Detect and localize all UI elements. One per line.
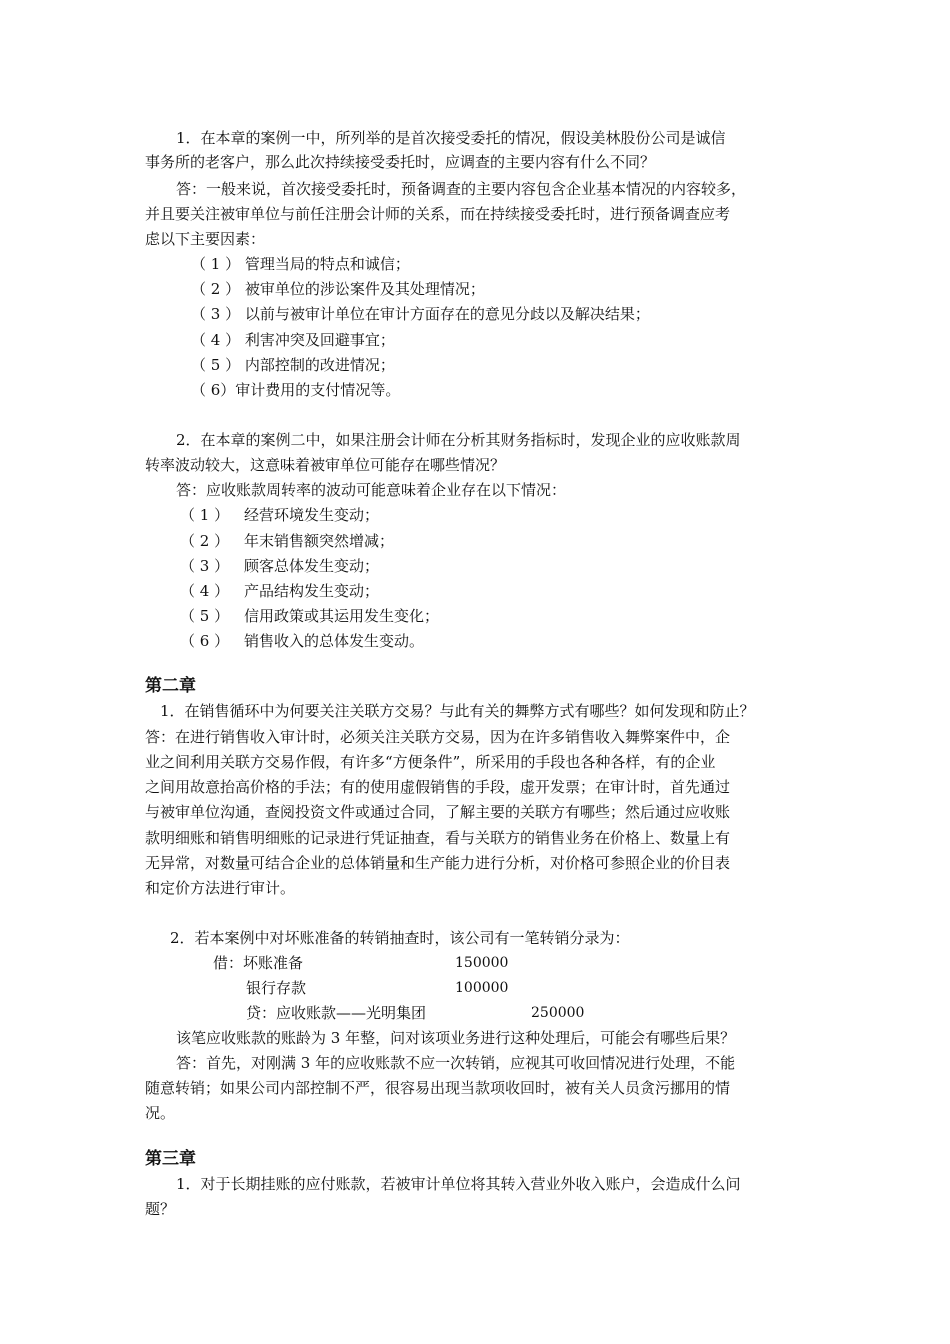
ch2-a1-line-2: 业之间利用关联方交易作假，有许多“方便条件”，所采用的手段也各种各样，有的企业: [145, 753, 716, 771]
ch1-q1-line-1: 1．在本章的案例一中，所列举的是首次接受委托的情况，假设美林股份公司是诚信: [176, 129, 726, 147]
ch1-q2-line-1: 2．在本章的案例二中，如果注册会计师在分析其财务指标时，发现企业的应收账款周: [176, 431, 741, 449]
ch1-a2-num-5: （ 5 ）: [180, 607, 230, 625]
ch1-a2-intro: 答：应收账款周转率的波动可能意味着企业存在以下情况：: [176, 481, 567, 499]
ch1-a1-item-4: （ 4 ） 利害冲突及回避事宜；: [191, 331, 395, 349]
ch1-a2-text-4: 产品结构发生变动；: [244, 582, 380, 600]
ch1-a1-item-1: （ 1 ） 管理当局的特点和诚信；: [191, 255, 410, 273]
ch3-q1-line-2: 题？: [145, 1200, 176, 1218]
ch1-a1-line-1: 答：一般来说，首次接受委托时，预备调查的主要内容包含企业基本情况的内容较多，: [176, 180, 747, 198]
ch1-a2-text-6: 销售收入的总体发生变动。: [244, 632, 425, 650]
ch2-q2-question: 该笔应收账款的账龄为 3 年整，问对该项业务进行这种处理后，可能会有哪些后果？: [176, 1029, 736, 1047]
ch1-a2-text-5: 信用政策或其运用发生变化；: [244, 607, 440, 625]
ch1-q1-line-2: 事务所的老客户，那么此次持续接受委托时，应调查的主要内容有什么不同？: [145, 153, 656, 171]
ch1-a1-line-3: 虑以下主要因素：: [145, 230, 266, 248]
ch1-a2-num-6: （ 6 ）: [180, 632, 230, 650]
ch1-a2-num-3: （ 3 ）: [180, 557, 230, 575]
ch1-a1-item-6: （ 6）审计费用的支付情况等。: [191, 381, 401, 399]
ch1-a1-item-2: （ 2 ） 被审单位的涉讼案件及其处理情况；: [191, 280, 485, 298]
chapter-2-heading: 第二章: [145, 676, 196, 696]
ch2-a2-line-1: 答：首先，对刚满 3 年的应收账款不应一次转销，应视其可收回情况进行处理，不能: [176, 1054, 736, 1072]
chapter-3-heading: 第三章: [145, 1149, 196, 1169]
ch2-a1-line-5: 款明细账和销售明细账的记录进行凭证抽查，看与关联方的销售业务在价格上、数量上有: [145, 829, 731, 847]
ch2-a1-line-7: 和定价方法进行审计。: [145, 879, 296, 897]
entry-debit-label: 借：坏账准备: [213, 954, 304, 972]
ch2-a1-line-3: 之间用故意抬高价格的手法；有的使用虚假销售的手段，虚开发票；在审计时，首先通过: [145, 778, 731, 796]
entry-credit-label: 贷：应收账款——光明集团: [246, 1004, 427, 1022]
ch1-a1-item-3: （ 3 ） 以前与被审计单位在审计方面存在的意见分歧以及解决结果；: [191, 305, 650, 323]
ch2-q2-intro: 2．若本案例中对坏账准备的转销抽查时，该公司有一笔转销分录为：: [170, 929, 630, 947]
ch1-a2-num-4: （ 4 ）: [180, 582, 230, 600]
ch1-a2-num-1: （ 1 ）: [180, 506, 230, 524]
ch3-q1-line-1: 1．对于长期挂账的应付账款，若被审计单位将其转入营业外收入账户，会造成什么问: [176, 1175, 741, 1193]
ch1-a2-text-2: 年末销售额突然增减；: [244, 532, 395, 550]
ch1-a2-text-1: 经营环境发生变动；: [244, 506, 380, 524]
ch1-a2-num-2: （ 2 ）: [180, 532, 230, 550]
ch2-a1-line-1: 答：在进行销售收入审计时，必须关注关联方交易，因为在许多销售收入舞弊案件中，企: [145, 728, 731, 746]
entry-credit-amount: 250000: [531, 1005, 585, 1021]
ch2-a1-line-6: 无异常，对数量可结合企业的总体销量和生产能力进行分析，对价格可参照企业的价目表: [145, 854, 731, 872]
ch1-a1-item-5: （ 5 ） 内部控制的改进情况；: [191, 356, 395, 374]
entry-debit-amount: 150000: [455, 955, 509, 971]
ch1-a1-line-2: 并且要关注被审单位与前任注册会计师的关系，而在持续接受委托时，进行预备调查应考: [145, 205, 731, 223]
ch1-q2-line-2: 转率波动较大，这意味着被审单位可能存在哪些情况？: [145, 456, 506, 474]
ch2-a1-line-4: 与被审单位沟通，查阅投资文件或通过合同，了解主要的关联方有哪些；然后通过应收账: [145, 803, 731, 821]
ch2-a2-line-3: 况。: [145, 1104, 176, 1122]
ch2-q1: 1．在销售循环中为何要关注关联方交易？与此有关的舞弊方式有哪些？如何发现和防止？: [160, 702, 755, 720]
entry-bank-label: 银行存款: [246, 979, 307, 997]
ch2-a2-line-2: 随意转销；如果公司内部控制不严，很容易出现当款项收回时，被有关人员贪污挪用的情: [145, 1079, 731, 1097]
ch1-a2-text-3: 顾客总体发生变动；: [244, 557, 380, 575]
entry-bank-amount: 100000: [455, 980, 509, 996]
